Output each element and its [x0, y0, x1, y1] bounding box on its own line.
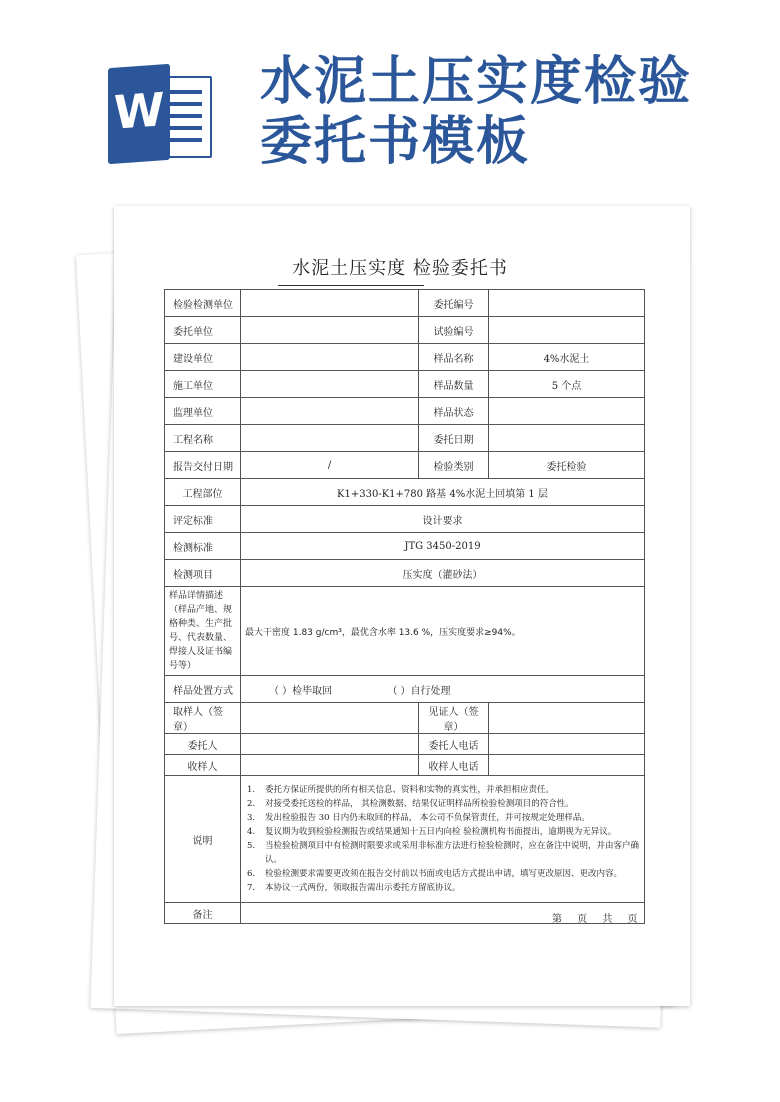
label-sample-quantity: 样品数量 [419, 371, 489, 398]
value-construction-owner[interactable] [241, 344, 419, 371]
table-row [165, 703, 645, 734]
label-notes: 说明 [165, 776, 241, 903]
table-row [165, 452, 645, 479]
option-retrieve[interactable]: （ ）检毕取回 [269, 685, 333, 697]
value-testing-unit[interactable] [241, 290, 419, 317]
notes-list [241, 776, 645, 903]
table-row [165, 506, 645, 533]
table-row [165, 734, 645, 755]
document-title: 水泥土压实度 检验委托书 [292, 258, 508, 279]
label-test-item: 检测项目 [165, 560, 241, 587]
label-receiver: 收样人 [165, 755, 241, 776]
word-logo-icon [108, 66, 212, 162]
label-client-phone: 委托人电话 [419, 734, 489, 755]
table-row [165, 371, 645, 398]
value-sample-name[interactable]: 4%水泥土 [489, 344, 645, 371]
label-witness: 见证人（签章） [419, 703, 489, 734]
value-test-item[interactable]: 压实度（灌砂法） [241, 560, 645, 587]
value-client-unit[interactable] [241, 317, 419, 344]
value-project-name[interactable] [241, 425, 419, 452]
table-row [165, 560, 645, 587]
note-item: 4. 复议期为收到检验检测报告或结果通知十五日内向检 验检测机构书面提出，逾期视为无异议。 [247, 827, 617, 837]
label-test-no: 试验编号 [419, 317, 489, 344]
label-entrust-no: 委托编号 [419, 290, 489, 317]
value-sampler[interactable] [241, 703, 419, 734]
label-client-unit: 委托单位 [165, 317, 241, 344]
label-sample-state: 样品状态 [419, 398, 489, 425]
value-sample-description[interactable]: 最大干密度 1.83 g/cm³，最优含水率 13.6 %，压实度要求≥94%。 [241, 587, 645, 676]
note-item: 1. 委托方保证所提供的所有相关信息、资料和实物的真实性，并承担相应责任。 [247, 785, 555, 795]
label-report-date: 报告交付日期 [165, 452, 241, 479]
table-row [165, 290, 645, 317]
value-receiver-phone[interactable] [489, 755, 645, 776]
entrustment-form-table [164, 289, 645, 924]
label-test-category: 检验类别 [419, 452, 489, 479]
label-sampler: 取样人（签章） [165, 703, 241, 734]
value-project-part[interactable]: K1+330-K1+780 路基 4%水泥土回填第 1 层 [241, 479, 645, 506]
value-evaluation-standard[interactable]: 设计要求 [241, 506, 645, 533]
logo-letter: W [113, 82, 165, 140]
value-entrust-no[interactable] [489, 290, 645, 317]
label-evaluation-standard: 评定标准 [165, 506, 241, 533]
value-report-date[interactable]: / [241, 452, 419, 479]
headline-line-2: 委托书模板 [260, 112, 531, 172]
table-row [165, 755, 645, 776]
label-contractor: 施工单位 [165, 371, 241, 398]
label-supervisor: 监理单位 [165, 398, 241, 425]
label-project-name: 工程名称 [165, 425, 241, 452]
label-project-part: 工程部位 [165, 479, 241, 506]
label-test-standard: 检测标准 [165, 533, 241, 560]
table-row [165, 425, 645, 452]
value-contractor[interactable] [241, 371, 419, 398]
note-item: 5. 当检验检测项目中有检测时限要求或采用非标准方法进行检验检测时，应在备注中说明，并由客户确认。 [247, 841, 640, 865]
value-receiver[interactable] [241, 755, 419, 776]
value-client[interactable] [241, 734, 419, 755]
note-item: 3. 发出检验报告 30 日内仍未取回的样品， 本公司不负保管责任，并可按规定处理样品。 [247, 813, 590, 823]
table-row [165, 344, 645, 371]
value-client-phone[interactable] [489, 734, 645, 755]
label-entrust-date: 委托日期 [419, 425, 489, 452]
label-sample-description: 样品详情描述（样品产地、规格种类、生产批号、代表数量、焊接人及证书编号等） [165, 587, 241, 676]
label-sample-name: 样品名称 [419, 344, 489, 371]
headline-line-1: 水泥土压实度检验 [260, 52, 693, 112]
word-badge [108, 64, 170, 164]
label-construction-owner: 建设单位 [165, 344, 241, 371]
page-counter: 第 页 共 页 [552, 914, 644, 925]
value-sample-disposal[interactable] [241, 676, 645, 703]
label-remarks: 备注 [165, 903, 241, 924]
value-witness[interactable] [489, 703, 645, 734]
table-row [165, 587, 645, 676]
value-test-no[interactable] [489, 317, 645, 344]
headline [260, 52, 760, 172]
table-row [165, 676, 645, 703]
table-row [165, 479, 645, 506]
note-item: 7. 本协议一式两份，领取报告需出示委托方留底协议。 [247, 883, 461, 893]
title-underline [278, 285, 424, 286]
label-receiver-phone: 收样人电话 [419, 755, 489, 776]
table-row [165, 776, 645, 903]
label-client: 委托人 [165, 734, 241, 755]
value-supervisor[interactable] [241, 398, 419, 425]
value-sample-state[interactable] [489, 398, 645, 425]
table-row [165, 533, 645, 560]
table-row [165, 398, 645, 425]
value-test-category[interactable]: 委托检验 [489, 452, 645, 479]
value-sample-quantity[interactable]: 5 个点 [489, 371, 645, 398]
note-item: 6. 检验检测要求需要更改须在报告交付前以书面或电话方式提出申请，填写更改原因、更改内容。 [247, 869, 623, 879]
table-row [165, 317, 645, 344]
note-item: 2. 对接受委托送检的样品， 其检测数据、结果仅证明样品所检验检测项目的符合性。 [247, 799, 574, 809]
label-sample-disposal: 样品处置方式 [165, 676, 241, 703]
option-self-dispose[interactable]: （ ）自行处理 [387, 685, 451, 697]
value-entrust-date[interactable] [489, 425, 645, 452]
label-testing-unit: 检验检测单位 [165, 290, 241, 317]
value-test-standard[interactable]: JTG 3450-2019 [241, 533, 645, 560]
